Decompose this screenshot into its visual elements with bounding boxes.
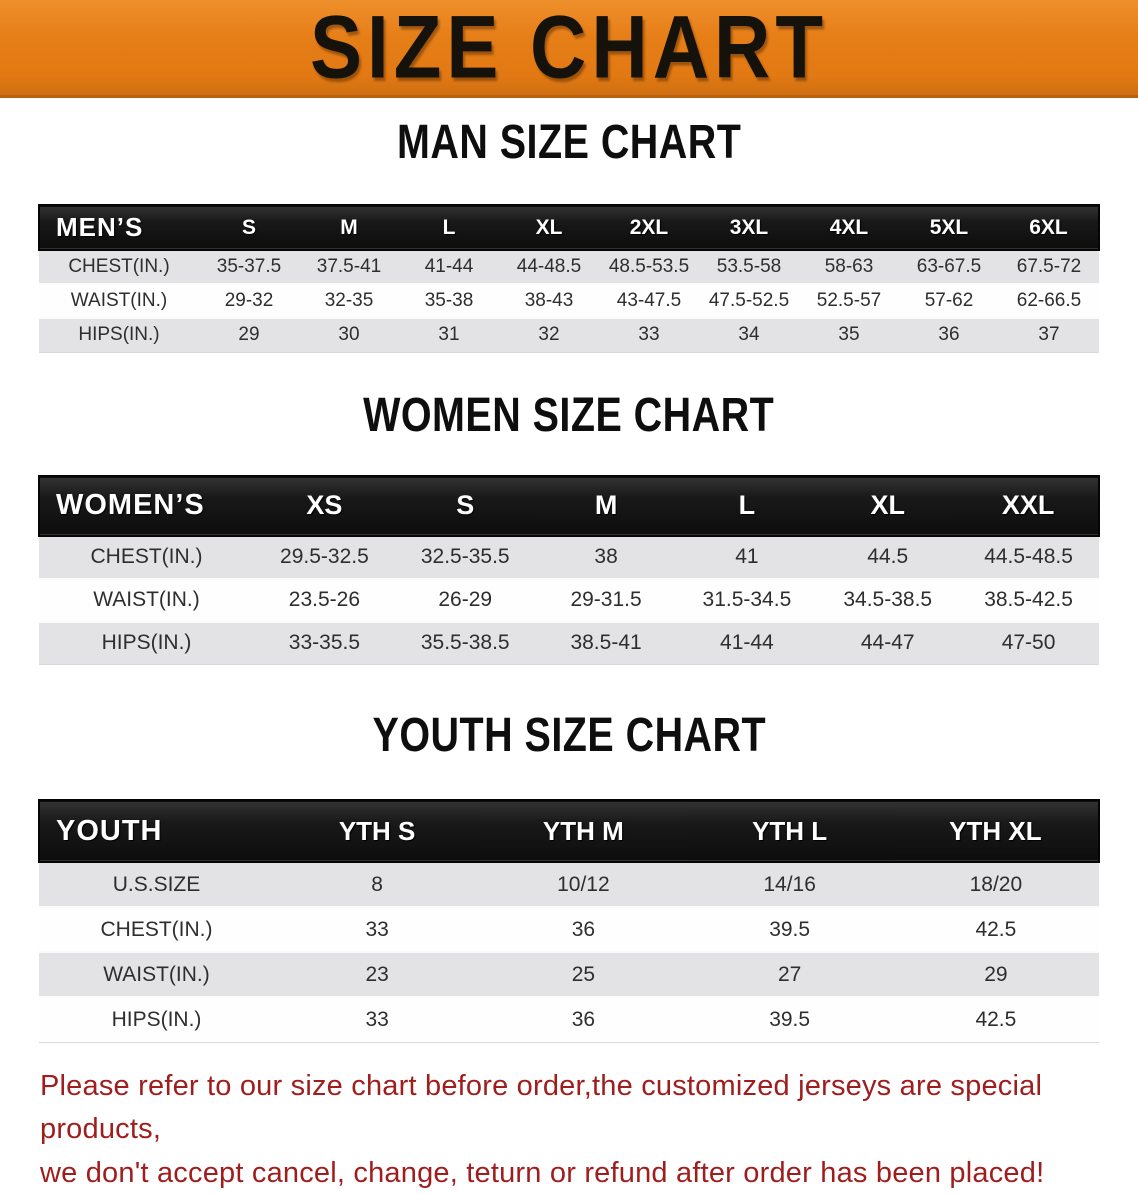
youth-col-header: YTH L — [687, 800, 893, 862]
size-value-cell: 31 — [399, 318, 499, 352]
size-value-cell: 29.5-32.5 — [254, 536, 395, 579]
youth-col-header: YTH XL — [893, 800, 1099, 862]
youth-waist-row — [39, 952, 1099, 997]
row-label: WAIST(IN.) — [39, 284, 199, 318]
men-col-header: 2XL — [599, 205, 699, 250]
women-hips-row — [39, 622, 1099, 665]
men-col-header: L — [399, 205, 499, 250]
size-value-cell: 63-67.5 — [899, 250, 999, 284]
size-value-cell: 23 — [274, 952, 480, 997]
size-value-cell: 14/16 — [687, 862, 893, 907]
men-col-header: 6XL — [999, 205, 1099, 250]
size-value-cell: 38.5-41 — [536, 622, 677, 665]
men-chest-row — [39, 250, 1099, 284]
row-label: WAIST(IN.) — [39, 952, 274, 997]
size-value-cell: 18/20 — [893, 862, 1099, 907]
youth-table-header-row — [39, 800, 1099, 862]
youth-ussize-row — [39, 862, 1099, 907]
women-waist-row — [39, 579, 1099, 622]
men-col-header: 5XL — [899, 205, 999, 250]
size-value-cell: 36 — [480, 997, 686, 1042]
size-value-cell: 34.5-38.5 — [817, 579, 958, 622]
size-value-cell: 32 — [499, 318, 599, 352]
size-value-cell: 31.5-34.5 — [676, 579, 817, 622]
size-value-cell: 25 — [480, 952, 686, 997]
size-value-cell: 36 — [899, 318, 999, 352]
youth-section-title-text: YOUTH SIZE CHART — [372, 708, 766, 763]
size-value-cell: 44-47 — [817, 622, 958, 665]
size-value-cell: 62-66.5 — [999, 284, 1099, 318]
size-value-cell: 57-62 — [899, 284, 999, 318]
size-value-cell: 38.5-42.5 — [958, 579, 1099, 622]
youth-corner-label: YOUTH — [39, 800, 274, 862]
women-col-header: XS — [254, 476, 395, 536]
size-value-cell: 42.5 — [893, 997, 1099, 1042]
size-value-cell: 26-29 — [395, 579, 536, 622]
size-value-cell: 44-48.5 — [499, 250, 599, 284]
size-value-cell: 32-35 — [299, 284, 399, 318]
size-value-cell: 53.5-58 — [699, 250, 799, 284]
size-value-cell: 23.5-26 — [254, 579, 395, 622]
disclaimer-line-1: Please refer to our size chart before order,the customized jerseys are special products, — [40, 1065, 1126, 1152]
size-value-cell: 29 — [199, 318, 299, 352]
disclaimer-line-2: we don't accept cancel, change, teturn or refund after order has been placed! — [40, 1152, 1126, 1195]
size-value-cell: 35 — [799, 318, 899, 352]
men-col-header: M — [299, 205, 399, 250]
women-col-header: L — [676, 476, 817, 536]
size-value-cell: 33-35.5 — [254, 622, 395, 665]
men-col-header: XL — [499, 205, 599, 250]
size-value-cell: 52.5-57 — [799, 284, 899, 318]
men-hips-row — [39, 318, 1099, 352]
size-value-cell: 39.5 — [687, 997, 893, 1042]
size-value-cell: 38-43 — [499, 284, 599, 318]
women-section-title — [0, 391, 1138, 449]
women-col-header: S — [395, 476, 536, 536]
women-chest-row — [39, 536, 1099, 579]
size-value-cell: 33 — [599, 318, 699, 352]
size-value-cell: 44.5 — [817, 536, 958, 579]
banner-title: SIZE CHART — [310, 0, 828, 99]
size-value-cell: 47.5-52.5 — [699, 284, 799, 318]
women-table-header-row — [39, 476, 1099, 536]
size-value-cell: 37.5-41 — [299, 250, 399, 284]
size-value-cell: 29 — [893, 952, 1099, 997]
size-chart-banner — [0, 0, 1138, 98]
size-value-cell: 38 — [536, 536, 677, 579]
size-value-cell: 27 — [687, 952, 893, 997]
size-value-cell: 29-32 — [199, 284, 299, 318]
women-section-title-text: WOMEN SIZE CHART — [363, 387, 774, 442]
man-section-title — [0, 118, 1138, 176]
women-col-header: M — [536, 476, 677, 536]
size-value-cell: 42.5 — [893, 907, 1099, 952]
size-value-cell: 36 — [480, 907, 686, 952]
size-value-cell: 33 — [274, 997, 480, 1042]
size-value-cell: 48.5-53.5 — [599, 250, 699, 284]
youth-col-header: YTH S — [274, 800, 480, 862]
size-value-cell: 34 — [699, 318, 799, 352]
size-value-cell: 43-47.5 — [599, 284, 699, 318]
size-value-cell: 41-44 — [676, 622, 817, 665]
size-value-cell: 35-37.5 — [199, 250, 299, 284]
size-value-cell: 10/12 — [480, 862, 686, 907]
youth-hips-row — [39, 997, 1099, 1042]
men-col-header: 3XL — [699, 205, 799, 250]
youth-col-header: YTH M — [480, 800, 686, 862]
size-value-cell: 30 — [299, 318, 399, 352]
women-col-header: XL — [817, 476, 958, 536]
size-value-cell: 35.5-38.5 — [395, 622, 536, 665]
row-label: CHEST(IN.) — [39, 536, 254, 579]
youth-size-table — [38, 799, 1100, 1043]
men-corner-label: MEN’S — [39, 205, 199, 250]
row-label: CHEST(IN.) — [39, 250, 199, 284]
size-value-cell: 33 — [274, 907, 480, 952]
size-value-cell: 67.5-72 — [999, 250, 1099, 284]
men-col-header: S — [199, 205, 299, 250]
size-value-cell: 41-44 — [399, 250, 499, 284]
men-waist-row — [39, 284, 1099, 318]
size-value-cell: 47-50 — [958, 622, 1099, 665]
youth-section-title — [0, 711, 1138, 769]
size-value-cell: 44.5-48.5 — [958, 536, 1099, 579]
order-disclaimer — [40, 1065, 1126, 1195]
row-label: HIPS(IN.) — [39, 318, 199, 352]
man-section-title-text: MAN SIZE CHART — [397, 115, 741, 170]
men-size-table — [38, 204, 1100, 353]
men-table-header-row — [39, 205, 1099, 250]
size-value-cell: 39.5 — [687, 907, 893, 952]
women-size-table — [38, 475, 1100, 666]
row-label: CHEST(IN.) — [39, 907, 274, 952]
row-label: U.S.SIZE — [39, 862, 274, 907]
row-label: HIPS(IN.) — [39, 997, 274, 1042]
size-value-cell: 8 — [274, 862, 480, 907]
size-value-cell: 41 — [676, 536, 817, 579]
size-value-cell: 29-31.5 — [536, 579, 677, 622]
women-corner-label: WOMEN’S — [39, 476, 254, 536]
youth-chest-row — [39, 907, 1099, 952]
size-value-cell: 35-38 — [399, 284, 499, 318]
size-value-cell: 37 — [999, 318, 1099, 352]
men-col-header: 4XL — [799, 205, 899, 250]
size-value-cell: 32.5-35.5 — [395, 536, 536, 579]
row-label: HIPS(IN.) — [39, 622, 254, 665]
women-col-header: XXL — [958, 476, 1099, 536]
size-value-cell: 58-63 — [799, 250, 899, 284]
row-label: WAIST(IN.) — [39, 579, 254, 622]
